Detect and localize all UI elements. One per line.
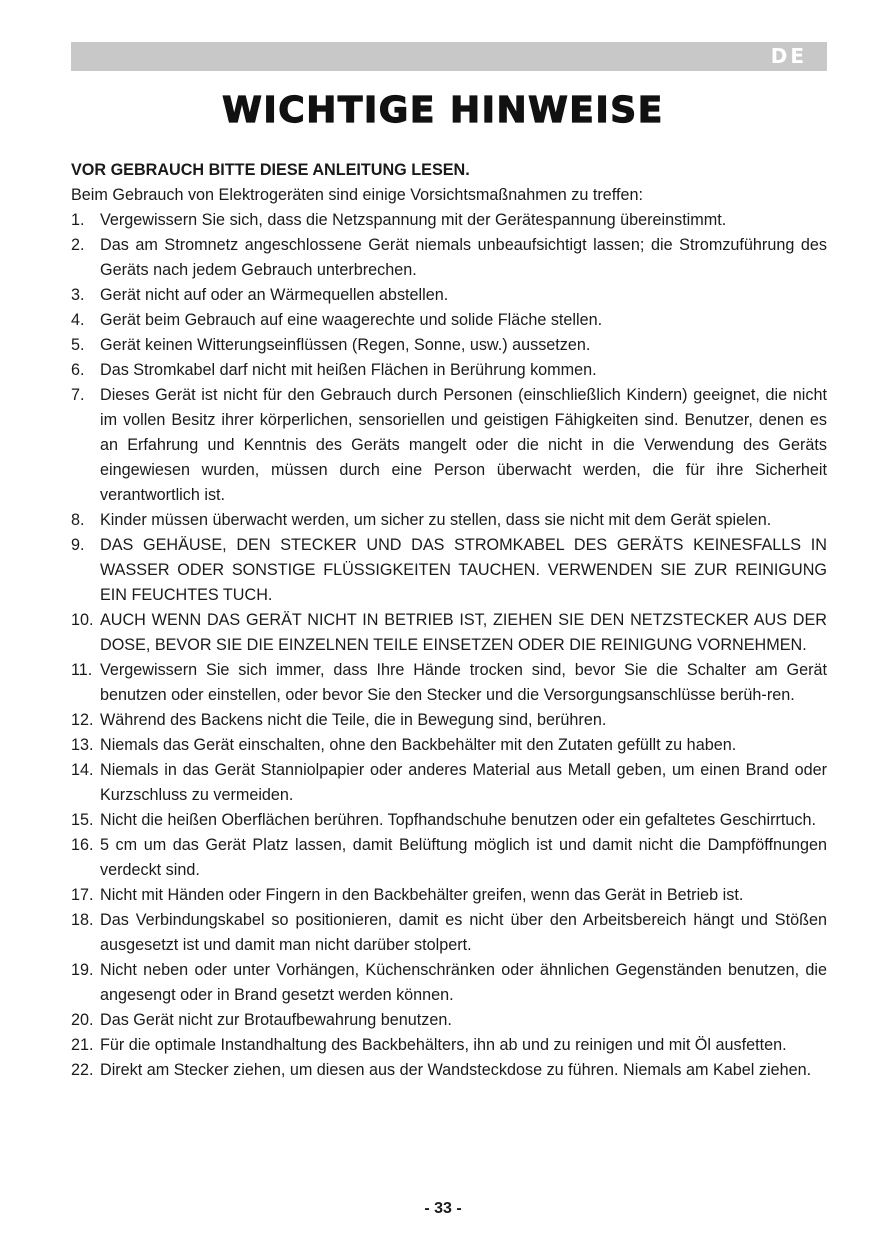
item-text: Das Verbindungskabel so positionieren, damit es nicht über den Arbeitsbereich hängt und Stößen ausgesetzt ist und damit man nicht darüber stolpert. bbox=[100, 911, 827, 954]
list-item bbox=[71, 283, 827, 308]
item-text: Dieses Gerät ist nicht für den Gebrauch durch Personen (einschließlich Kindern) geeignet, die nicht im vollen Besitz ihrer körperlichen, sensoriellen und geistigen Fähigkeiten sind. Benutzer, denen es an Erfahrung und Kenntnis des Geräts mangelt oder die nicht in die Verwendung des Geräts eingewiesen wurden, müssen durch eine Person überwacht werden, die für ihre Sicherheit verantwortlich ist. bbox=[100, 386, 827, 504]
item-number: 17. bbox=[71, 886, 94, 904]
list-item bbox=[71, 333, 827, 358]
page-title: WICHTIGE HINWEISE bbox=[222, 90, 664, 131]
item-text: Während des Backens nicht die Teile, die in Bewegung sind, berühren. bbox=[100, 711, 607, 729]
item-number: 3. bbox=[71, 286, 85, 304]
list-item bbox=[71, 708, 827, 733]
item-number: 6. bbox=[71, 361, 85, 379]
list-item bbox=[71, 208, 827, 233]
item-text: Direkt am Stecker ziehen, um diesen aus der Wandsteckdose zu führen. Niemals am Kabel ziehen. bbox=[100, 1061, 812, 1079]
safety-notes-list bbox=[71, 208, 827, 1083]
list-item bbox=[71, 233, 827, 283]
item-number: 1. bbox=[71, 211, 85, 229]
item-number: 18. bbox=[71, 911, 94, 929]
item-text: Gerät keinen Witterungseinflüssen (Regen, Sonne, usw.) aussetzen. bbox=[100, 336, 591, 354]
item-text: Das Gerät nicht zur Brotaufbewahrung benutzen. bbox=[100, 1011, 452, 1029]
item-text: Niemals in das Gerät Stanniolpapier oder anderes Material aus Metall geben, um einen Brand oder Kurzschluss zu vermeiden. bbox=[100, 761, 827, 804]
item-number: 19. bbox=[71, 961, 94, 979]
list-item bbox=[71, 808, 827, 833]
intro-text: Beim Gebrauch von Elektrogeräten sind einige Vorsichtsmaßnahmen zu treffen: bbox=[71, 186, 643, 204]
item-text: Niemals das Gerät einschalten, ohne den Backbehälter mit den Zutaten gefüllt zu haben. bbox=[100, 736, 737, 754]
item-number: 12. bbox=[71, 711, 94, 729]
list-item bbox=[71, 733, 827, 758]
list-item bbox=[71, 1033, 827, 1058]
list-item bbox=[71, 908, 827, 958]
language-code: DE bbox=[770, 44, 807, 68]
item-number: 14. bbox=[71, 761, 94, 779]
page-number: - 33 - bbox=[424, 1200, 462, 1217]
item-text: Nicht mit Händen oder Fingern in den Backbehälter greifen, wenn das Gerät in Betrieb ist. bbox=[100, 886, 744, 904]
item-number: 9. bbox=[71, 536, 85, 554]
item-number: 15. bbox=[71, 811, 94, 829]
item-text: Das am Stromnetz angeschlossene Gerät niemals unbeaufsichtigt lassen; die Stromzuführung des Geräts nach jedem Gebrauch unterbrechen. bbox=[100, 236, 827, 279]
item-number: 5. bbox=[71, 336, 85, 354]
item-number: 8. bbox=[71, 511, 85, 529]
list-item bbox=[71, 608, 827, 658]
list-item bbox=[71, 833, 827, 883]
list-item bbox=[71, 958, 827, 1008]
item-text: Vergewissern Sie sich, dass die Netzspannung mit der Gerätespannung übereinstimmt. bbox=[100, 211, 727, 229]
list-item bbox=[71, 758, 827, 808]
item-number: 13. bbox=[71, 736, 94, 754]
list-item bbox=[71, 658, 827, 708]
list-item bbox=[71, 883, 827, 908]
item-text: Gerät beim Gebrauch auf eine waagerechte und solide Fläche stellen. bbox=[100, 311, 603, 329]
item-text: 5 cm um das Gerät Platz lassen, damit Belüftung möglich ist und damit nicht die Dampföffnungen verdeckt sind. bbox=[100, 836, 827, 879]
item-number: 10. bbox=[71, 611, 94, 629]
item-number: 11. bbox=[71, 661, 93, 679]
language-header-bar bbox=[71, 42, 827, 71]
item-number: 2. bbox=[71, 236, 85, 254]
content-body bbox=[71, 158, 827, 1083]
list-item bbox=[71, 383, 827, 508]
list-item bbox=[71, 1008, 827, 1033]
list-item bbox=[71, 508, 827, 533]
item-text: Kinder müssen überwacht werden, um sicher zu stellen, dass sie nicht mit dem Gerät spielen. bbox=[100, 511, 772, 529]
item-text: AUCH WENN DAS GERÄT NICHT IN BETRIEB IST, ZIEHEN SIE DEN NETZSTECKER AUS DER DOSE, BEVOR SIE DIE EINZELNEN TEILE EINSETZEN ODER DIE REINIGUNG VORNEHMEN. bbox=[100, 611, 827, 654]
list-item bbox=[71, 308, 827, 333]
item-number: 7. bbox=[71, 386, 85, 404]
item-number: 21. bbox=[71, 1036, 94, 1054]
list-item bbox=[71, 1058, 827, 1083]
item-number: 4. bbox=[71, 311, 85, 329]
item-number: 16. bbox=[71, 836, 94, 854]
item-text: Nicht die heißen Oberflächen berühren. Topfhandschuhe benutzen oder ein gefaltetes Geschirrtuch. bbox=[100, 811, 817, 829]
subheading: VOR GEBRAUCH BITTE DIESE ANLEITUNG LESEN. bbox=[71, 161, 470, 179]
item-text: Nicht neben oder unter Vorhängen, Küchenschränken oder ähnlichen Gegenständen benutzen, die angesengt oder in Brand gesetzt werden können. bbox=[100, 961, 827, 1004]
list-item bbox=[71, 533, 827, 608]
item-number: 20. bbox=[71, 1011, 94, 1029]
item-number: 22. bbox=[71, 1061, 94, 1079]
item-text: Vergewissern Sie sich immer, dass Ihre Hände trocken sind, bevor Sie die Schalter am Gerät benutzen oder einstellen, oder bevor Sie den Stecker und die Versorgungsanschlüsse berüh-ren. bbox=[100, 661, 827, 704]
item-text: DAS GEHÄUSE, DEN STECKER UND DAS STROMKABEL DES GERÄTS KEINESFALLS IN WASSER ODER SONSTIGE FLÜSSIGKEITEN TAUCHEN. VERWENDEN SIE ZUR REINIGUNG EIN FEUCHTES TUCH. bbox=[100, 536, 827, 604]
list-item bbox=[71, 358, 827, 383]
item-text: Das Stromkabel darf nicht mit heißen Flächen in Berührung kommen. bbox=[100, 361, 597, 379]
item-text: Gerät nicht auf oder an Wärmequellen abstellen. bbox=[100, 286, 449, 304]
item-text: Für die optimale Instandhaltung des Backbehälters, ihn ab und zu reinigen und mit Öl ausfetten. bbox=[100, 1036, 787, 1054]
